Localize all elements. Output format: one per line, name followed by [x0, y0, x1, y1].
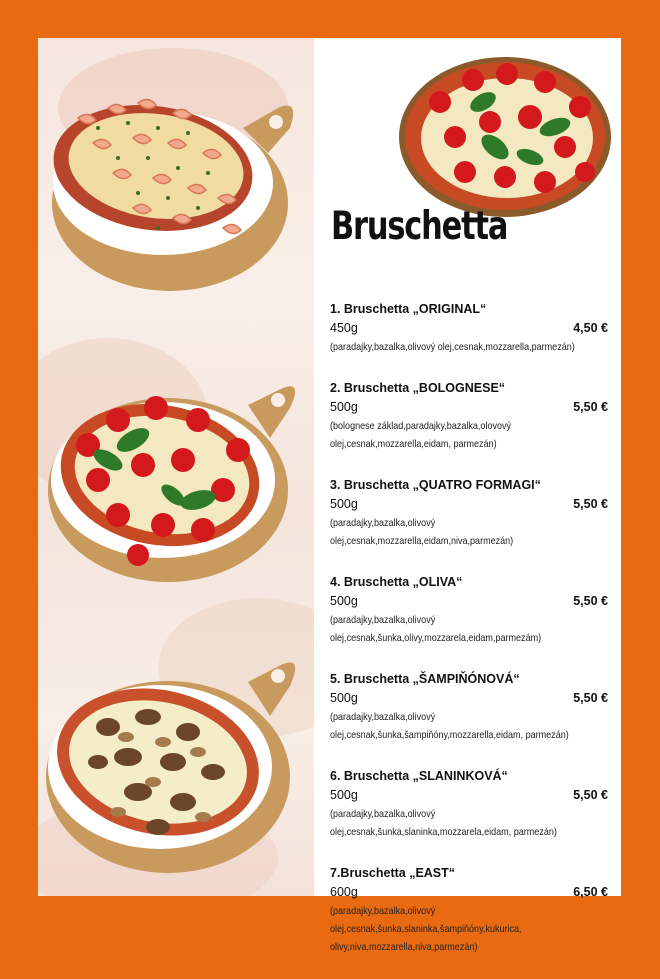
item-price: 5,50 €	[573, 788, 608, 802]
menu-item	[330, 573, 608, 647]
menu-list	[330, 300, 608, 979]
item-name: 6. Bruschetta „SLANINKOVÁ“	[330, 769, 508, 783]
item-ingredients: (paradajky,bazalka,olivový olej,cesnak,šunka,olivy,mozzarela,eidam,parmezám)	[330, 614, 542, 644]
item-ingredients: (paradajky,bazalka,olivový olej,cesnak,šunka,slaninka,šampiňóny,kukurica, olivy,niva,mozzarella,niva,parmezán)	[330, 905, 522, 953]
item-ingredients: (paradajky,bazalka,olivový olej,cesnak,mozzarella,eidam,niva,parmezán)	[330, 517, 514, 547]
menu-item	[330, 670, 608, 744]
item-price: 6,50 €	[573, 885, 608, 899]
item-weight: 450g	[330, 321, 358, 335]
item-name: 3. Bruschetta „QUATRO FORMAGI“	[330, 478, 541, 492]
item-weight: 600g	[330, 885, 358, 899]
item-weight: 500g	[330, 497, 358, 511]
menu-item	[330, 476, 608, 550]
menu-item	[330, 379, 608, 453]
item-ingredients: (paradajky,bazalka,olivový olej,cesnak,šunka,šampiňóny,mozzarella,eidam, parmezán)	[330, 711, 569, 741]
tomato-bruschetta-photo-top	[395, 52, 615, 222]
item-ingredients: (bolognese základ,paradajky,bazalka,olovový olej,cesnak,mozzarella,eidam, parmezán)	[330, 420, 512, 450]
item-price: 5,50 €	[573, 497, 608, 511]
item-weight: 500g	[330, 400, 358, 414]
mushroom-bruschetta-photo	[38, 642, 298, 892]
menu-page	[38, 38, 621, 953]
menu-item	[330, 864, 608, 956]
item-weight: 500g	[330, 594, 358, 608]
item-name: 7.Bruschetta „EAST“	[330, 866, 456, 880]
shrimp-bruschetta-photo	[38, 58, 298, 308]
menu-item	[330, 300, 608, 356]
item-price: 5,50 €	[573, 400, 608, 414]
page-title: Bruschetta	[331, 204, 508, 249]
item-ingredients: (paradajky,bazalka,olivový olej,cesnak,mozzarella,parmezán)	[330, 341, 575, 353]
menu-item	[330, 767, 608, 841]
item-weight: 500g	[330, 788, 358, 802]
item-name: 5. Bruschetta „ŠAMPIŇÓNOVÁ“	[330, 672, 520, 686]
item-name: 4. Bruschetta „OLIVA“	[330, 575, 463, 589]
item-weight: 500g	[330, 691, 358, 705]
item-ingredients: (paradajky,bazalka,olivový olej,cesnak,šunka,slaninka,mozzarela,eidam, parmezán)	[330, 808, 557, 838]
item-name: 1. Bruschetta „ORIGINAL“	[330, 302, 487, 316]
item-name: 2. Bruschetta „BOLOGNESE“	[330, 381, 506, 395]
item-price: 4,50 €	[573, 321, 608, 335]
item-price: 5,50 €	[573, 594, 608, 608]
item-price: 5,50 €	[573, 691, 608, 705]
tomato-bruschetta-photo-middle	[38, 350, 298, 600]
